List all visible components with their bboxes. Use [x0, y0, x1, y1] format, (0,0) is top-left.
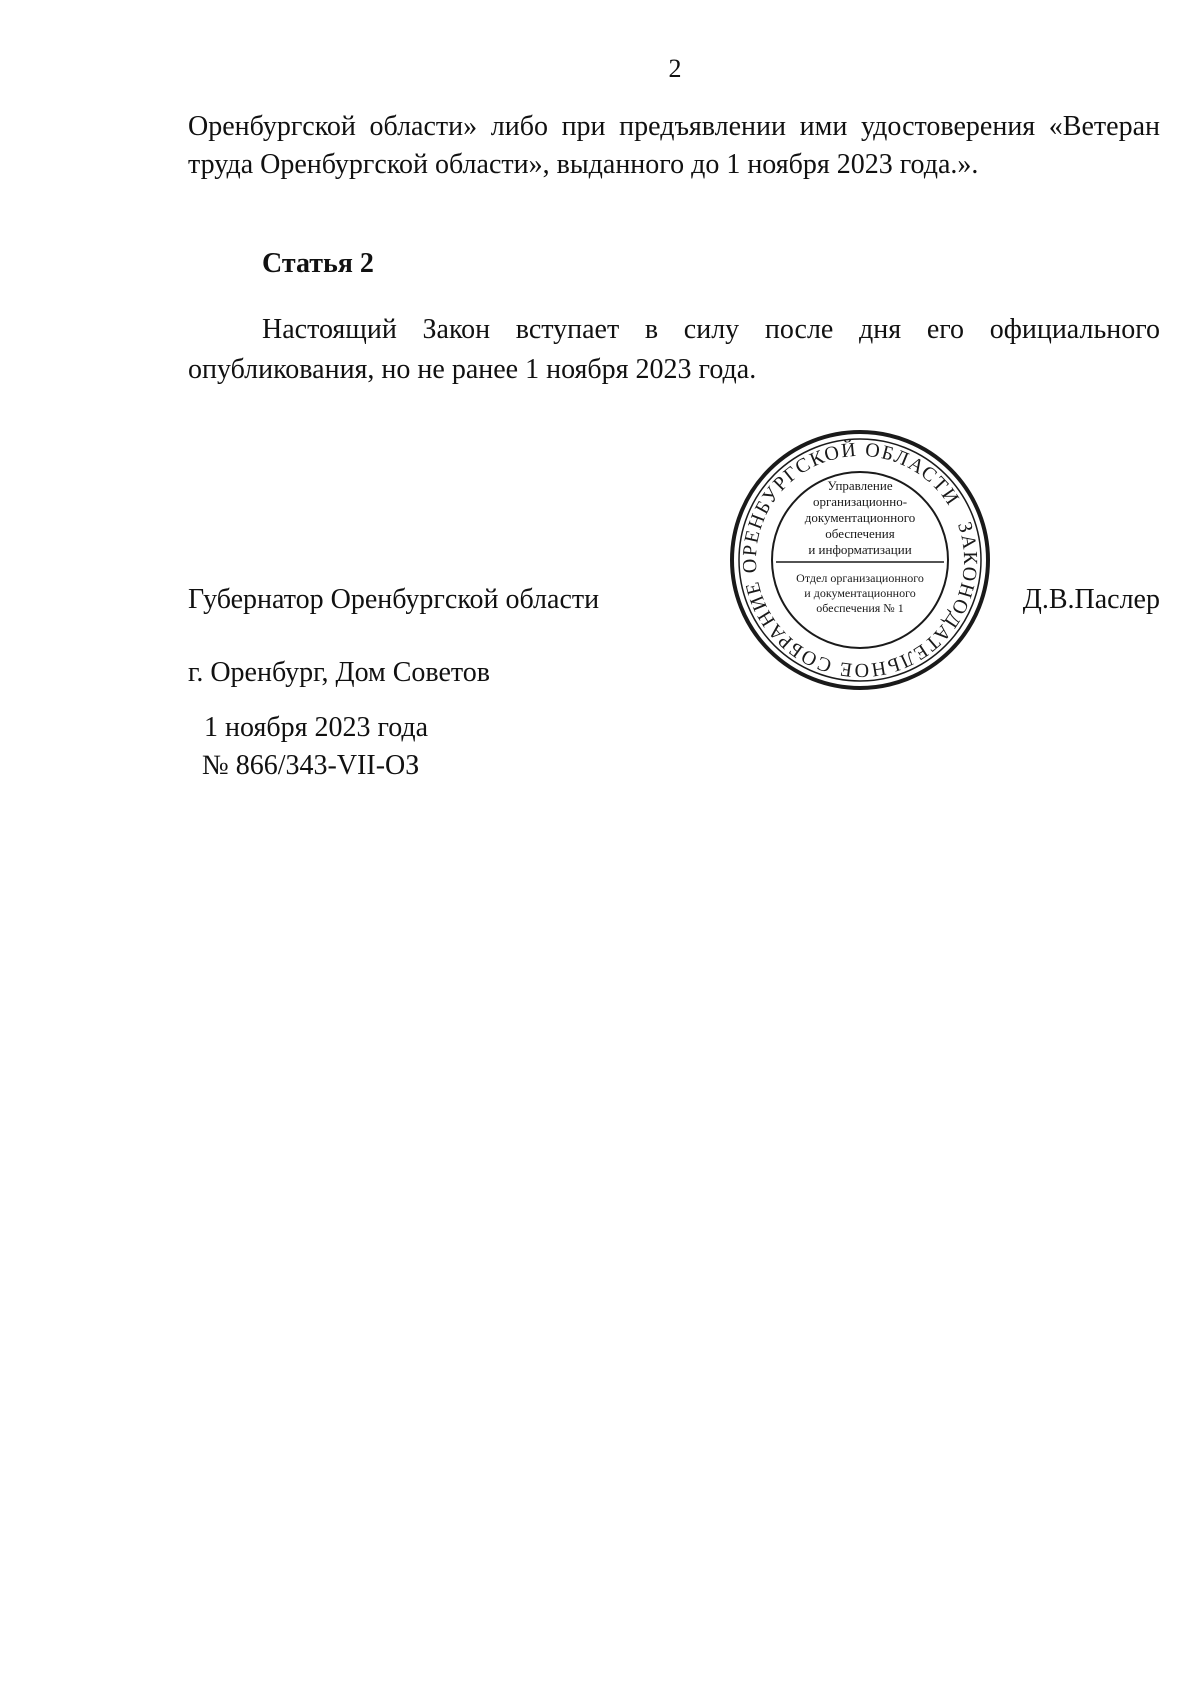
seal-inner-upper-3: документационного: [804, 510, 916, 525]
governor-name: Д.В.Паслер: [1022, 584, 1160, 615]
continuation-paragraph: [188, 108, 1160, 184]
seal-ring-text: ЗАКОНОДАТЕЛЬНОЕ СОБРАНИЕ ОРЕНБУРГСКОЙ ОБЛАСТИ: [738, 438, 982, 682]
svg-text:ЗАКОНОДАТЕЛЬНОЕ СОБРАНИЕ ОРЕНБ: [728, 428, 992, 692]
seal-inner-upper-4: обеспечения: [825, 526, 895, 541]
article-body-line-1: Настоящий Закон вступает в силу после дня его официального: [262, 314, 1160, 345]
article-body: [188, 310, 1160, 390]
seal-inner-upper-5: и информатизации: [808, 542, 912, 557]
seal-inner-lower-2: и документационного: [804, 586, 916, 600]
official-seal: [728, 428, 992, 692]
seal-graphic: [728, 428, 992, 692]
signing-date: 1 ноября 2023 года: [204, 712, 429, 743]
article-heading: Статья 2: [262, 248, 374, 279]
seal-inner-lower-1: Отдел организационного: [796, 571, 924, 585]
seal-inner-upper-2: организационно-: [812, 494, 908, 509]
seal-inner-lower-3: обеспечения № 1: [816, 601, 904, 615]
governor-title: Губернатор Оренбургской области: [188, 584, 600, 615]
continuation-line-1: Оренбургской области» либо при предъявлении ими удостоверения «Ветеран: [188, 111, 1160, 142]
seal-inner-upper-1: Управление: [827, 478, 893, 493]
article-body-line-2: опубликования, но не ранее 1 ноября 2023 года.: [188, 354, 757, 385]
law-number: № 866/343-VII-ОЗ: [202, 750, 420, 781]
signing-place: г. Оренбург, Дом Советов: [188, 657, 490, 688]
continuation-line-2: труда Оренбургской области», выданного до 1 ноября 2023 года.».: [188, 149, 979, 180]
page-number: 2: [668, 54, 682, 83]
